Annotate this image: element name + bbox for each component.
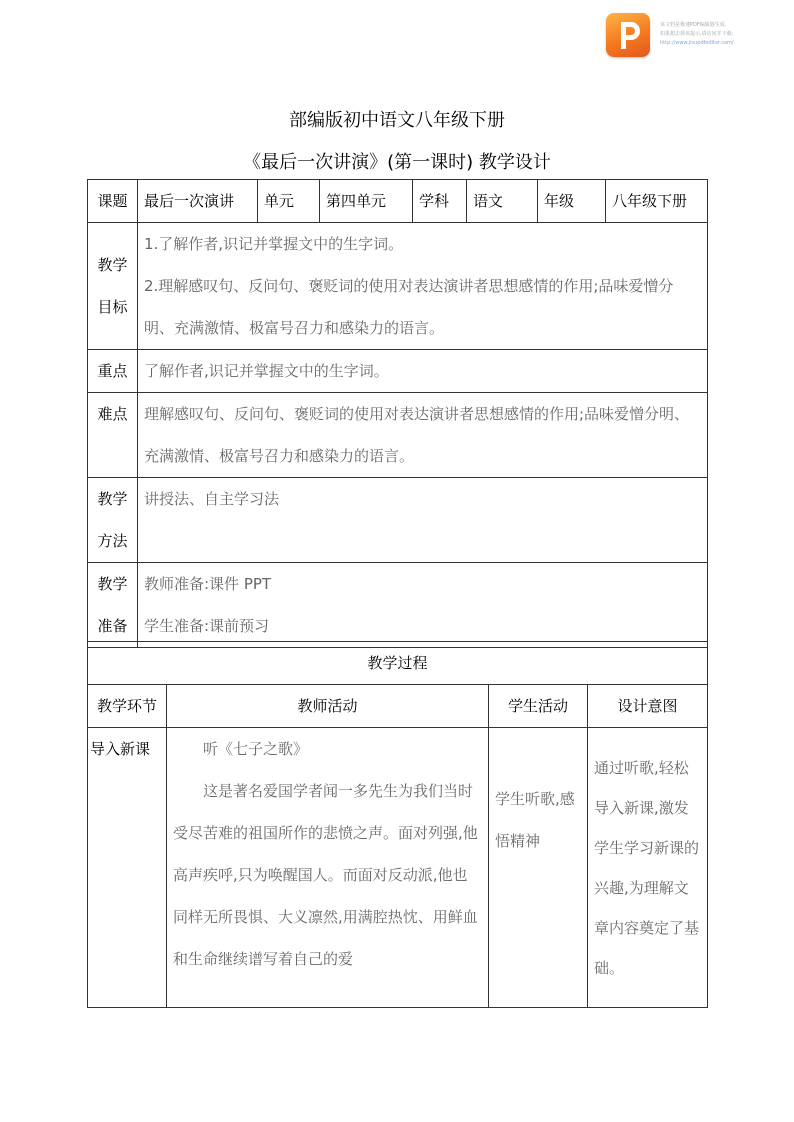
subject-label: 学科 xyxy=(413,180,467,223)
col-step-header: 教学环节 xyxy=(88,685,167,728)
topic-label: 课题 xyxy=(88,180,138,223)
step-intro: 导入新课 xyxy=(88,728,167,1008)
goal-item-1: 1.了解作者,识记并掌握文中的生字词。 xyxy=(144,235,404,253)
methods-text: 讲授法、自主学习法 xyxy=(138,478,708,563)
teacher-activity-p2: 这是著名爱国学者闻一多先生为我们当时受尽苦难的祖国所作的悲愤之声。面对列强,他高声疾呼,只为唤醒国人。而面对反动派,他也同样无所畏惧、大义凛然,用满腔热忱、用鲜血和生命继续谱写着自己的爱 xyxy=(173,782,478,968)
watermark-line-2: 如果想去掉该提示,请访问并下载: xyxy=(660,31,734,37)
unit-label: 单元 xyxy=(258,180,320,223)
col-student-header: 学生活动 xyxy=(489,685,588,728)
pdf-logo-icon xyxy=(606,13,650,57)
key-points-text: 了解作者,识记并掌握文中的生字词。 xyxy=(138,350,708,393)
subject-value: 语文 xyxy=(467,180,538,223)
difficulties-text: 理解感叹句、反问句、褒贬词的使用对表达演讲者思想感情的作用;品味爱憎分明、充满激情、极富号召力和感染力的语言。 xyxy=(138,393,708,478)
prep-student: 学生准备:课前预习 xyxy=(144,617,270,635)
goals-label xyxy=(88,223,138,350)
watermark xyxy=(606,13,786,59)
topic-value: 最后一次演讲 xyxy=(138,180,258,223)
table-row xyxy=(88,728,708,1008)
prep-content xyxy=(138,563,708,648)
col-teacher-header: 教师活动 xyxy=(167,685,489,728)
goals-label-2: 目标 xyxy=(97,298,128,316)
info-table xyxy=(87,179,708,648)
doc-title-line-1: 部编版初中语文八年级下册 xyxy=(289,110,505,131)
goal-item-2: 2.理解感叹句、反问句、褒贬词的使用对表达演讲者思想感情的作用;品味爱憎分明、充满激情、极富号召力和感染力的语言。 xyxy=(144,277,674,337)
difficulties-label: 难点 xyxy=(88,393,138,478)
unit-value: 第四单元 xyxy=(320,180,413,223)
watermark-text xyxy=(660,21,786,48)
goals-content xyxy=(138,223,708,350)
teacher-activity-p1: 听《七子之歌》 xyxy=(203,740,309,758)
goals-label-1: 教学 xyxy=(97,256,128,274)
watermark-link[interactable]: http://www.jisupdfeditor.com/ xyxy=(660,40,734,46)
methods-label-2: 方法 xyxy=(97,532,128,550)
process-table xyxy=(87,641,708,1008)
prep-teacher: 教师准备:课件 PPT xyxy=(144,575,272,593)
methods-label-1: 教学 xyxy=(97,490,128,508)
watermark-line-1: 该文档是极速PDF编辑器生成, xyxy=(660,22,727,28)
prep-label xyxy=(88,563,138,648)
key-points-label: 重点 xyxy=(88,350,138,393)
design-intent: 通过听歌,轻松导入新课,激发学生学习新课的兴趣,为理解文章内容奠定了基础。 xyxy=(588,728,708,1008)
grade-value: 八年级下册 xyxy=(606,180,708,223)
doc-title-line-2: 《最后一次讲演》(第一课时) 教学设计 xyxy=(243,152,551,173)
prep-label-2: 准备 xyxy=(97,617,128,635)
grade-label: 年级 xyxy=(538,180,606,223)
methods-label xyxy=(88,478,138,563)
col-intent-header: 设计意图 xyxy=(588,685,708,728)
student-activity: 学生听歌,感悟精神 xyxy=(489,728,588,1008)
teacher-activity xyxy=(167,728,489,1008)
process-heading: 教学过程 xyxy=(88,642,708,685)
prep-label-1: 教学 xyxy=(97,575,128,593)
